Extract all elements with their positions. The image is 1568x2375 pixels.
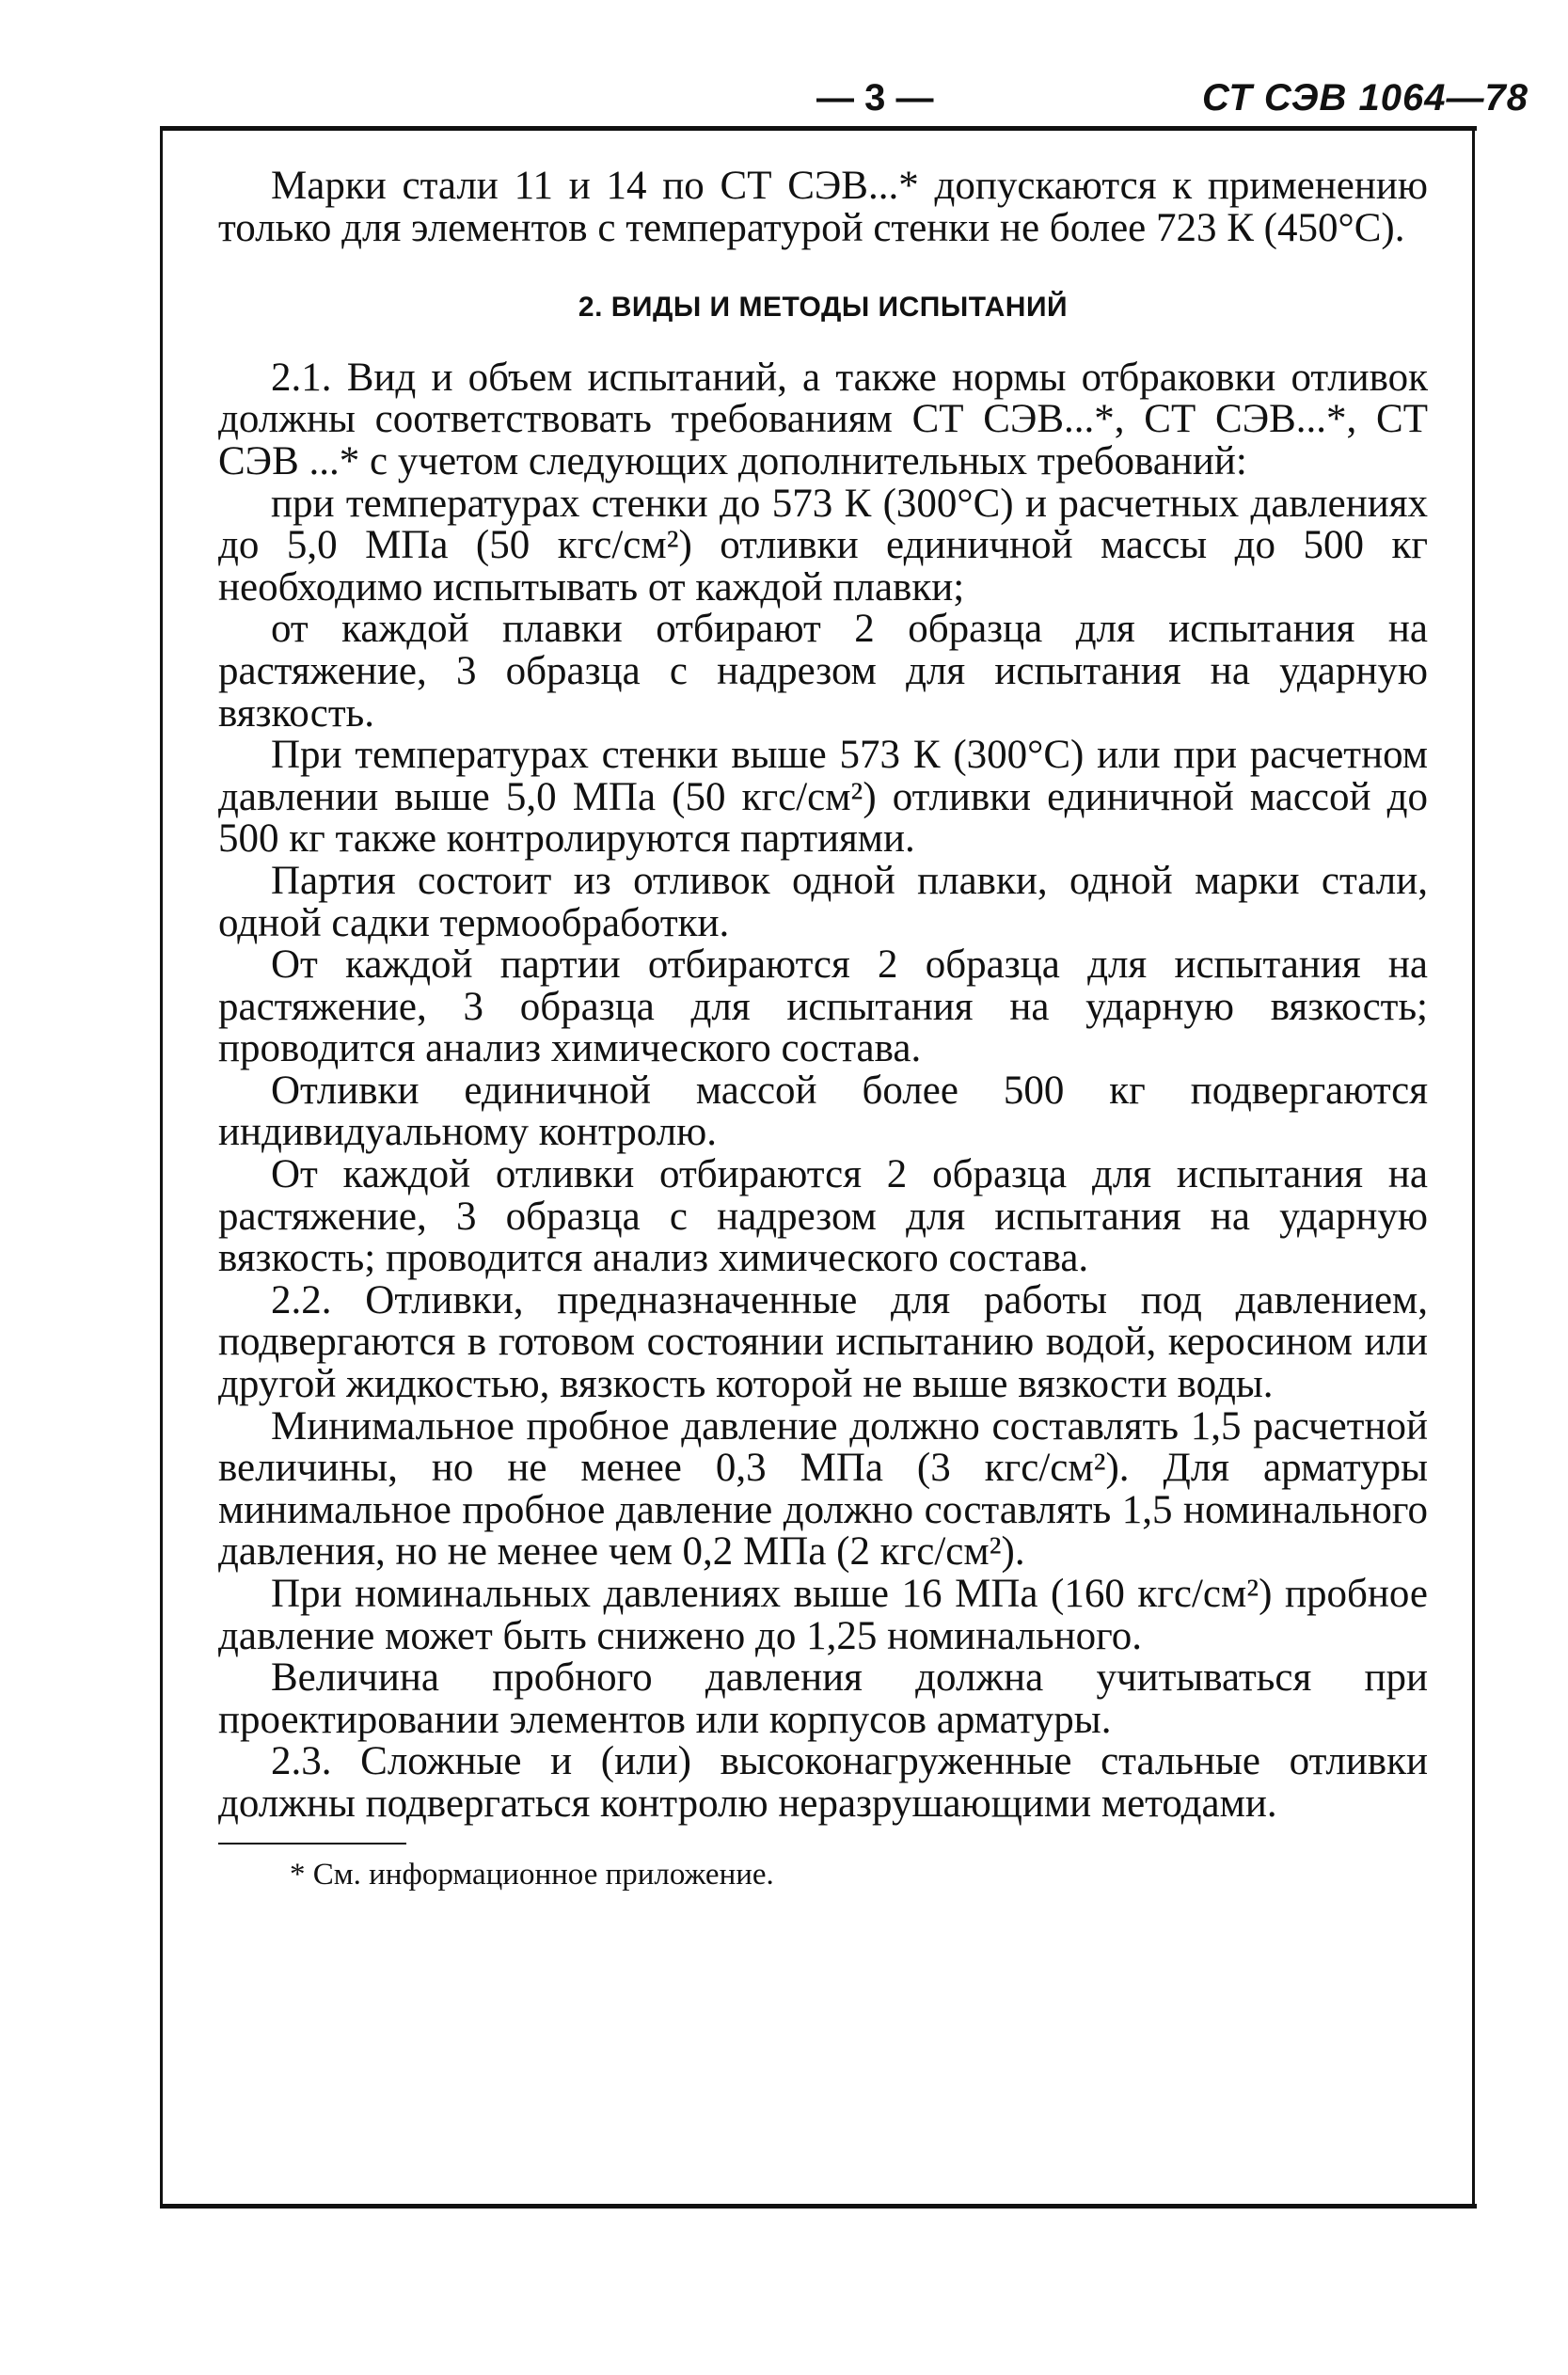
paragraph: От каждой партии отбираются 2 образца для испытания на растяжение, 3 образца для испытания на ударную вязкость; проводится анализ химического состава. [218,942,1428,1071]
footnote-divider [218,1843,406,1845]
paragraph: от каждой плавки отбирают 2 образца для испытания на растяжение, 3 образца с надрезом для испытания на ударную вязкость. [218,607,1428,736]
paragraph: Партия состоит из отливок одной плавки, одной марки стали, одной садки термообработки. [218,858,1428,945]
paragraph: при температурах стенки до 573 К (300°С) и расчетных давлениях до 5,0 МПа (50 кгс/см²) отливки единичной массы до 500 кг необходимо испытывать от каждой плавки; [218,481,1428,610]
paragraph: От каждой отливки отбираются 2 образца для испытания на растяжение, 3 образца с надрезом для испытания на ударную вязкость; проводится анализ химического состава. [218,1152,1428,1281]
page-number: — 3 — [816,77,934,119]
paragraph: При температурах стенки выше 573 К (300°С) или при расчетном давлении выше 5,0 МПа (50 кгс/см²) отливки единичной массой до 500 кг также контролируются партиями. [218,733,1428,862]
intro-paragraph: Марки стали 11 и 14 по СТ СЭВ...* допускаются к применению только для элементов с температурой стенки не более 723 К (450°С). [218,164,1428,250]
paragraph: 2.3. Сложные и (или) высоконагруженные стальные отливки должны подвергаться контролю неразрушающими методами. [218,1739,1428,1826]
paragraph: 2.1. Вид и объем испытаний, а также нормы отбраковки отливок должны соответствовать требованиям СТ СЭВ...*, СТ СЭВ...*, СТ СЭВ ...* с учетом следующих дополнительных требований: [218,355,1428,483]
page-header [0,77,1568,134]
paragraph: 2.2. Отливки, предназначенные для работы под давлением, подвергаются в готовом состоянии испытанию водой, керосином или другой жидкостью, вязкость которой не выше вязкости воды. [218,1277,1428,1407]
paragraph: При номинальных давлениях выше 16 МПа (160 кгс/см²) пробное давление может быть снижено до 1,25 номинального. [218,1572,1428,1658]
document-body [218,166,1428,1892]
bottom-rule [160,2204,1477,2209]
paragraph: Минимальное пробное давление должно составлять 1,5 расчетной величины, но не менее 0,3 МПа (3 кгс/см²). Для арматуры минимальное пробное давление должно составлять 1,5 номинального давления, но не менее чем 0,2 МПа (2 кгс/см²). [218,1403,1428,1575]
paragraph: Отливки единичной массой более 500 кг подвергаются индивидуальному контролю. [218,1068,1428,1155]
paragraph: Величина пробного давления должна учитываться при проектировании элементов или корпусов арматуры. [218,1655,1428,1742]
section-title: 2. ВИДЫ И МЕТОДЫ ИСПЫТАНИЙ [578,292,1069,324]
footnote: * См. информационное приложение. [290,1857,774,1892]
standard-code: СТ СЭВ 1064—78 [1202,77,1529,119]
